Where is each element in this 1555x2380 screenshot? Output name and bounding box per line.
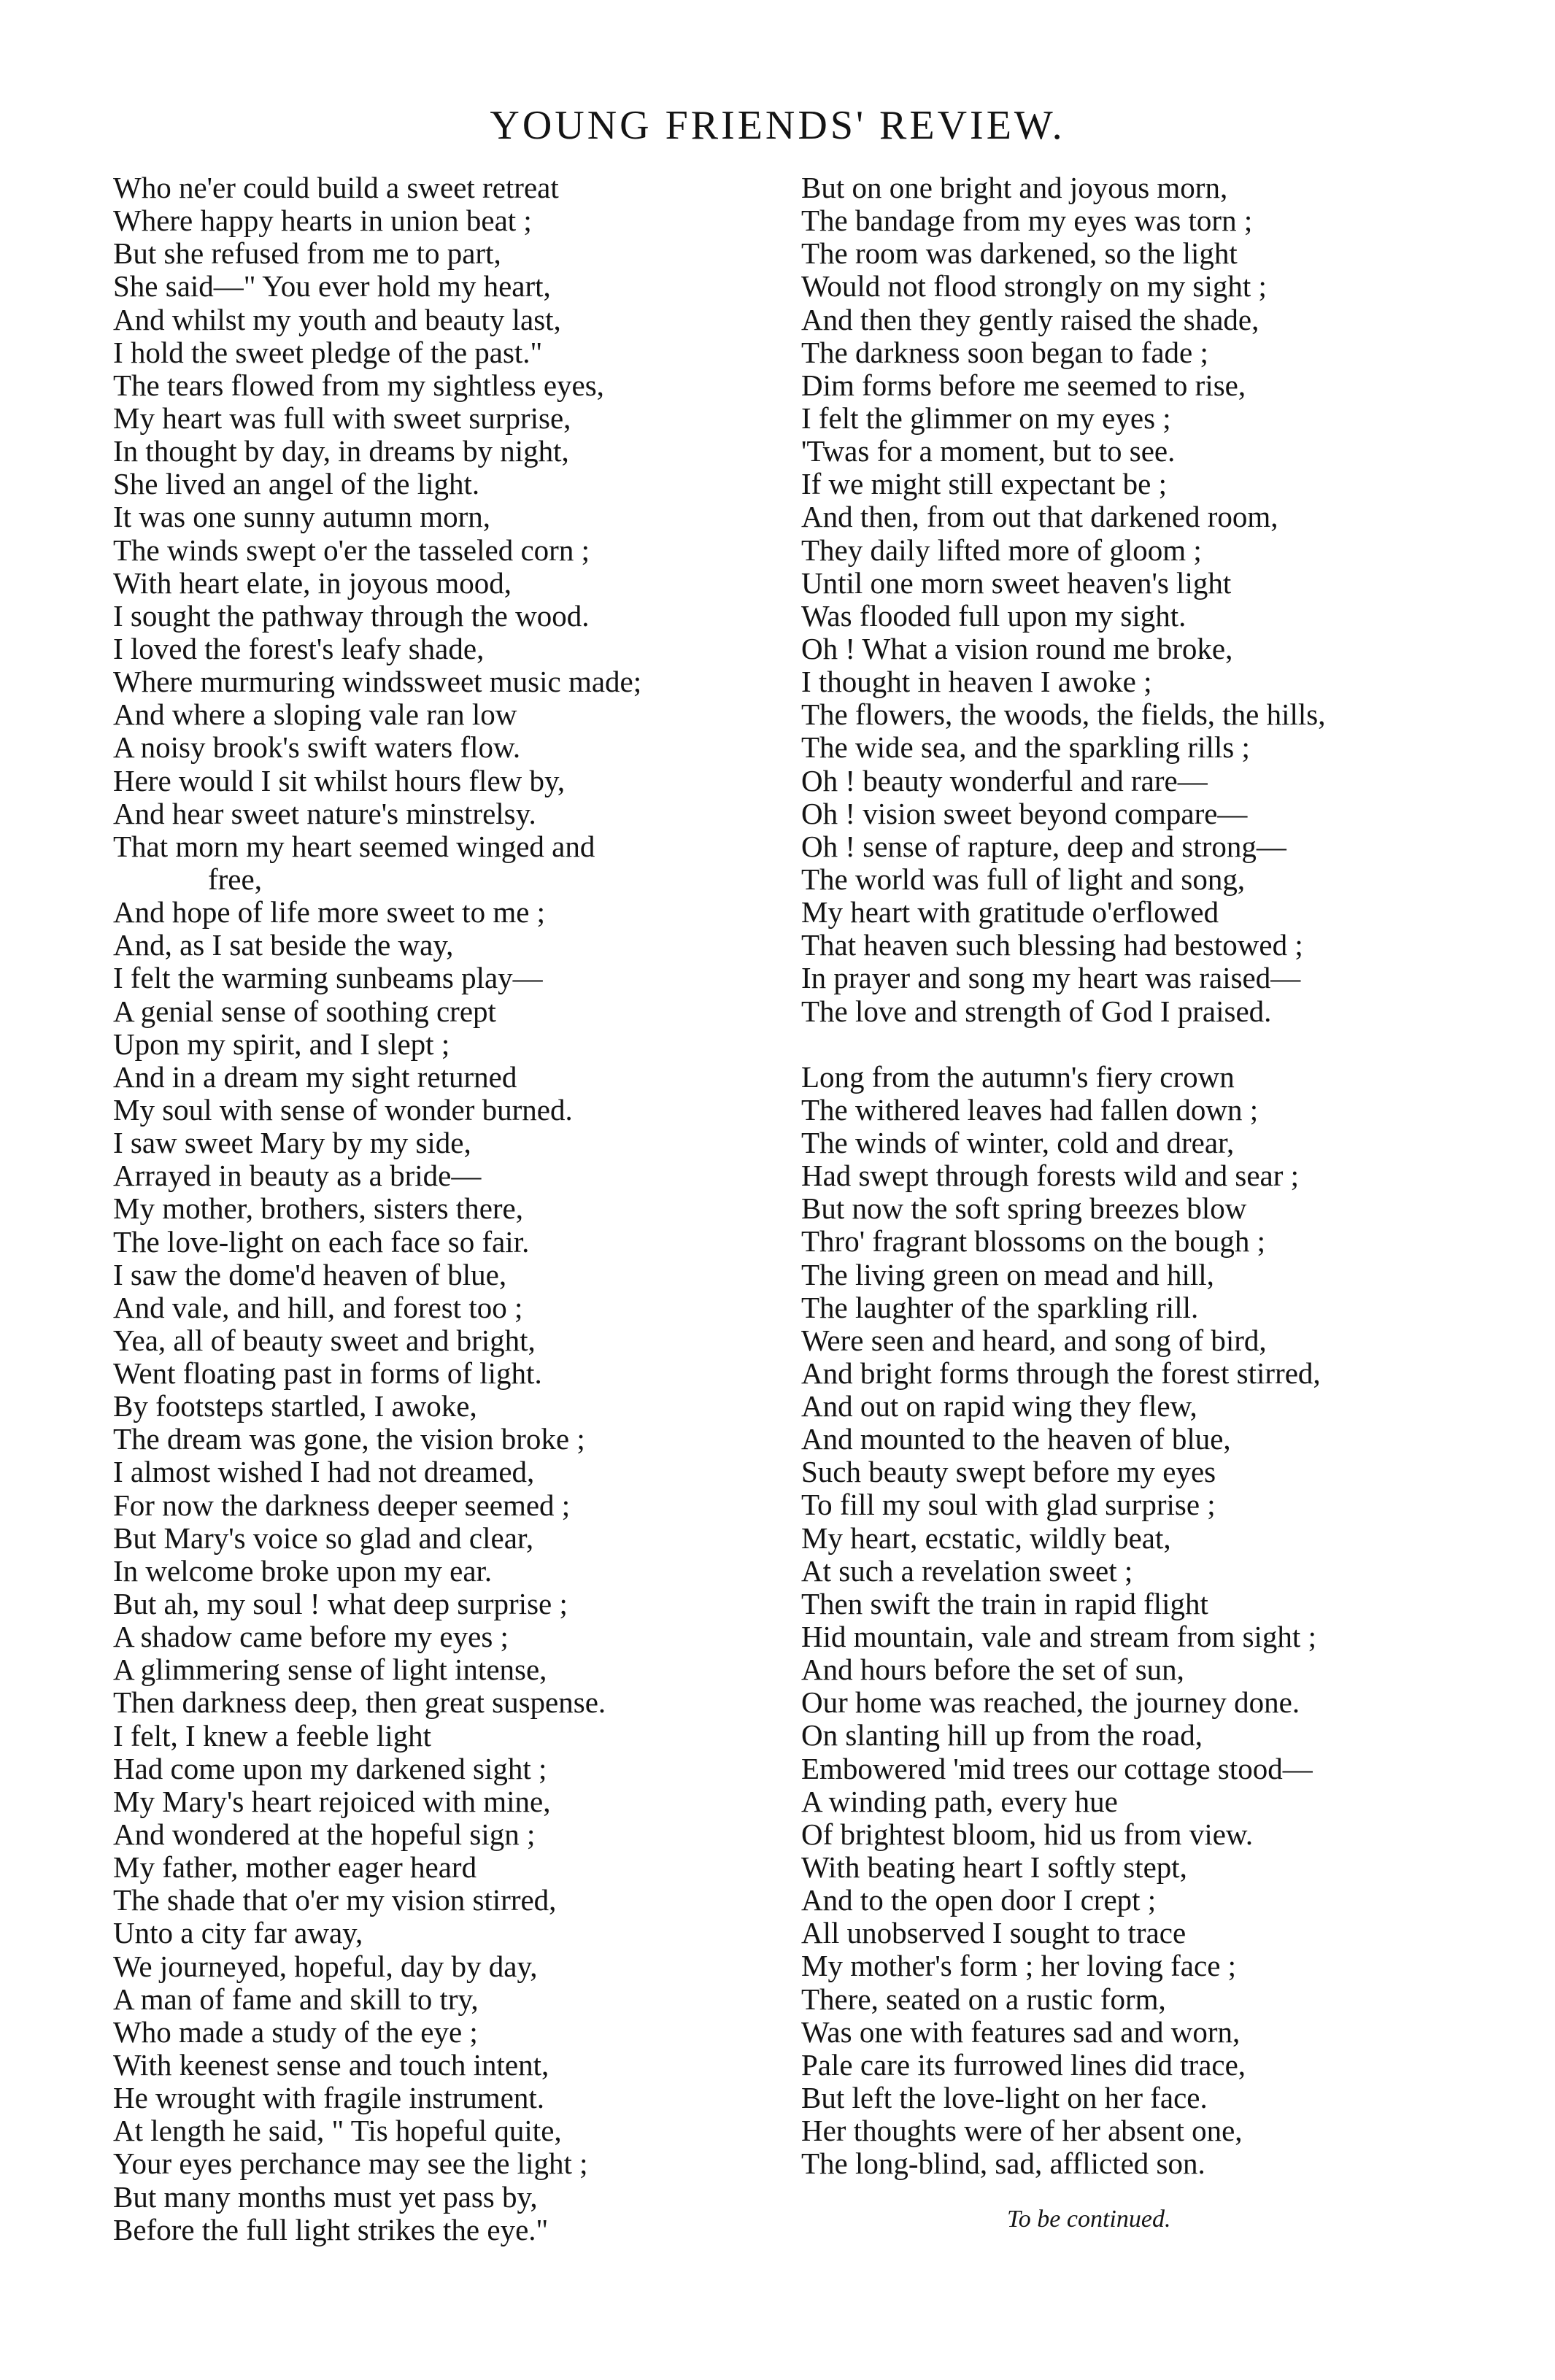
poem-line: I felt the glimmer on my eyes ; — [801, 401, 1171, 435]
poem-line: We journeyed, hopeful, day by day, — [113, 1949, 538, 1983]
poem-line: Had swept through forests wild and sear ; — [801, 1159, 1300, 1193]
poem-line: And in a dream my sight returned — [113, 1059, 517, 1094]
poem-line: And hours before the set of sun, — [801, 1653, 1184, 1687]
poem-line: At length he said, " Tis hopeful quite, — [113, 2114, 562, 2148]
poem-line: And hope of life more sweet to me ; — [113, 895, 546, 930]
poem-line: She said—" You ever hold my heart, — [113, 269, 551, 304]
poem-line: My mother's form ; her loving face ; — [801, 1949, 1237, 1983]
poem-line: And then they gently raised the shade, — [801, 302, 1259, 336]
poem-line: And to the open door I crept ; — [801, 1883, 1157, 1917]
poem-line: Arrayed in beauty as a bride— — [113, 1159, 482, 1193]
poem-line: Upon my spirit, and I slept ; — [113, 1027, 450, 1061]
poem-line: I sought the pathway through the wood. — [113, 598, 590, 633]
poem-line: Then darkness deep, then great suspense. — [113, 1685, 606, 1720]
poem-line: Oh ! sense of rapture, deep and strong— — [801, 829, 1286, 863]
poem-line: The shade that o'er my vision stirred, — [113, 1883, 557, 1917]
poem-line: All unobserved I sought to trace — [801, 1916, 1186, 1950]
poem-line: A genial sense of soothing crept — [113, 994, 496, 1028]
poem-line: The tears flowed from my sightless eyes, — [113, 368, 604, 402]
poem-line: I felt the warming sunbeams play— — [113, 961, 543, 995]
poem-line: My Mary's heart rejoiced with mine, — [113, 1784, 551, 1818]
poem-line: Until one morn sweet heaven's light — [801, 565, 1232, 600]
poem-line: A shadow came before my eyes ; — [113, 1620, 509, 1654]
poem-line: To fill my soul with glad surprise ; — [801, 1488, 1216, 1522]
poem-line: Unto a city far away, — [113, 1916, 363, 1950]
poem-line: And then, from out that darkened room, — [801, 500, 1278, 534]
poem-line: And, as I sat beside the way, — [113, 928, 454, 962]
poem-line: Was flooded full upon my sight. — [801, 598, 1186, 633]
poem-line: The winds of winter, cold and drear, — [801, 1125, 1235, 1159]
poem-line: And whilst my youth and beauty last, — [113, 302, 561, 336]
poem-line: 'Twas for a moment, but to see. — [801, 434, 1176, 468]
poem-line: And bright forms through the forest stirred, — [801, 1356, 1321, 1390]
poem-line: I almost wished I had not dreamed, — [113, 1455, 535, 1489]
poem-line: free, — [208, 862, 262, 896]
poem-line: At such a revelation sweet ; — [801, 1553, 1133, 1588]
poem-line: The dream was gone, the vision broke ; — [113, 1422, 585, 1456]
page-title: YOUNG FRIENDS' REVIEW. — [490, 103, 1065, 148]
stanza-divider — [801, 1028, 1465, 1061]
poem-line: The bandage from my eyes was torn ; — [801, 204, 1253, 238]
poem-line: Oh ! beauty wonderful and rare— — [801, 763, 1208, 797]
poem-line: A noisy brook's swift waters flow. — [113, 730, 521, 765]
poem-line: The flowers, the woods, the fields, the hills, — [801, 698, 1326, 732]
poem-line: Here would I sit whilst hours flew by, — [113, 763, 566, 797]
poem-line: The darkness soon began to fade ; — [801, 335, 1208, 369]
poem-line: Would not flood strongly on my sight ; — [801, 269, 1267, 304]
poem-line: And mounted to the heaven of blue, — [801, 1422, 1231, 1456]
poem-line: Oh ! vision sweet beyond compare— — [801, 796, 1248, 830]
right-column-stanza-1 — [801, 171, 1465, 1028]
poem-line: My soul with sense of wonder burned. — [113, 1092, 573, 1127]
poem-line: Such beauty swept before my eyes — [801, 1455, 1216, 1489]
poem-line: And where a sloping vale ran low — [113, 698, 517, 732]
poem-line: But Mary's voice so glad and clear, — [113, 1521, 534, 1555]
poem-line: Then swift the train in rapid flight — [801, 1586, 1208, 1620]
poem-line: But many months must yet pass by, — [113, 2179, 538, 2214]
poem-line: The winds swept o'er the tasseled corn ; — [113, 533, 590, 567]
right-column-stanza-2 — [801, 1061, 1465, 2181]
poem-line: But now the soft spring breezes blow — [801, 1191, 1247, 1226]
right-column — [801, 171, 1465, 2180]
poem-line: On slanting hill up from the road, — [801, 1718, 1203, 1753]
poem-line: Had come upon my darkened sight ; — [113, 1751, 547, 1785]
poem-line: It was one sunny autumn morn, — [113, 500, 490, 534]
poem-line: I saw sweet Mary by my side, — [113, 1126, 471, 1160]
poem-line: There, seated on a rustic form, — [801, 1982, 1166, 2016]
poem-line: The love and strength of God I praised. — [801, 994, 1272, 1028]
poem-line: I loved the forest's leafy shade, — [113, 631, 485, 665]
poem-line: They daily lifted more of gloom ; — [801, 533, 1202, 567]
poem-line: Embowered 'mid trees our cottage stood— — [801, 1751, 1313, 1785]
poem-line: Of brightest bloom, hid us from view. — [801, 1817, 1254, 1851]
poem-line: With beating heart I softly stept, — [801, 1850, 1187, 1885]
poem-line: But she refused from me to part, — [113, 236, 501, 271]
poem-line: The wide sea, and the sparkling rills ; — [801, 730, 1250, 765]
poem-line: The withered leaves had fallen down ; — [801, 1092, 1259, 1127]
poem-line: Pale care its furrowed lines did trace, — [801, 2047, 1246, 2082]
poem-line: That morn my heart seemed winged and — [113, 829, 595, 863]
poem-line: The laughter of the sparkling rill. — [801, 1290, 1199, 1324]
poem-line: Where murmuring windssweet music made; — [113, 665, 642, 699]
poem-line: Her thoughts were of her absent one, — [801, 2114, 1243, 2148]
poem-line: Thro' fragrant blossoms on the bough ; — [801, 1224, 1265, 1259]
poem-line: Where happy hearts in union beat ; — [113, 204, 532, 238]
poem-line: I felt, I knew a feeble light — [113, 1718, 432, 1753]
poem-line: By footsteps startled, I awoke, — [113, 1389, 477, 1423]
poem-line: Your eyes perchance may see the light ; — [113, 2147, 588, 2181]
poem-line: And hear sweet nature's minstrelsy. — [113, 796, 536, 830]
poem-line: Hid mountain, vale and stream from sight ; — [801, 1620, 1316, 1654]
poem-line: In welcome broke upon my ear. — [113, 1553, 493, 1588]
poem-line: Yea, all of beauty sweet and bright, — [113, 1323, 536, 1357]
poem-line: If we might still expectant be ; — [801, 467, 1167, 501]
poem-line: And vale, and hill, and forest too ; — [113, 1290, 523, 1324]
poem-line: Our home was reached, the journey done. — [801, 1685, 1300, 1720]
poem-line: I hold the sweet pledge of the past." — [113, 335, 543, 369]
poem-line: My heart was full with sweet surprise, — [113, 401, 571, 435]
poem-line: With keenest sense and touch intent, — [113, 2048, 549, 2082]
poem-line: Oh ! What a vision round me broke, — [801, 631, 1233, 665]
poem-line: And wondered at the hopeful sign ; — [113, 1817, 536, 1852]
poem-line: And out on rapid wing they flew, — [801, 1389, 1197, 1423]
poem-line: My heart, ecstatic, wildly beat, — [801, 1521, 1171, 1555]
poem-line: He wrought with fragile instrument. — [113, 2081, 544, 2115]
left-column — [113, 171, 770, 2246]
poem-line: The long-blind, sad, afflicted son. — [801, 2147, 1205, 2181]
poem-line: But on one bright and joyous morn, — [801, 171, 1228, 204]
poem-line: I thought in heaven I awoke ; — [801, 665, 1152, 699]
poem-line: Who ne'er could build a sweet retreat — [113, 171, 559, 204]
poem-line: But ah, my soul ! what deep surprise ; — [113, 1587, 568, 1621]
poem-line: My heart with gratitude o'erflowed — [801, 895, 1219, 930]
poem-line: In prayer and song my heart was raised— — [801, 961, 1301, 995]
poem-line: Before the full light strikes the eye." — [113, 2212, 549, 2246]
poem-line: I saw the dome'd heaven of blue, — [113, 1257, 507, 1291]
poem-line: Were seen and heard, and song of bird, — [801, 1323, 1267, 1357]
to-be-continued-note: To be continued. — [1007, 2206, 1171, 2233]
poem-line: Was one with features sad and worn, — [801, 2014, 1240, 2049]
poem-line: In thought by day, in dreams by night, — [113, 434, 569, 468]
poem-line: Who made a study of the eye ; — [113, 2014, 478, 2049]
poem-line: Long from the autumn's fiery crown — [801, 1059, 1235, 1094]
poem-line: A winding path, every hue — [801, 1784, 1118, 1818]
poem-line: My father, mother eager heard — [113, 1850, 477, 1885]
poem-line: That heaven such blessing had bestowed ; — [801, 928, 1303, 962]
poem-line: A glimmering sense of light intense, — [113, 1653, 547, 1687]
poem-line: The love-light on each face so fair. — [113, 1224, 530, 1259]
poem-line: The world was full of light and song, — [801, 862, 1246, 896]
poem-line: Dim forms before me seemed to rise, — [801, 368, 1246, 402]
poem-line: For now the darkness deeper seemed ; — [113, 1488, 571, 1522]
poem-line: The room was darkened, so the light — [801, 236, 1238, 271]
poem-line: Went floating past in forms of light. — [113, 1356, 542, 1391]
poem-line: With heart elate, in joyous mood, — [113, 565, 512, 600]
poem-line: My mother, brothers, sisters there, — [113, 1191, 523, 1226]
poem-line: She lived an angel of the light. — [113, 467, 480, 501]
poem-line: The living green on mead and hill, — [801, 1257, 1214, 1291]
poem-line: A man of fame and skill to try, — [113, 1982, 479, 2016]
poem-line: But left the love-light on her face. — [801, 2081, 1208, 2115]
